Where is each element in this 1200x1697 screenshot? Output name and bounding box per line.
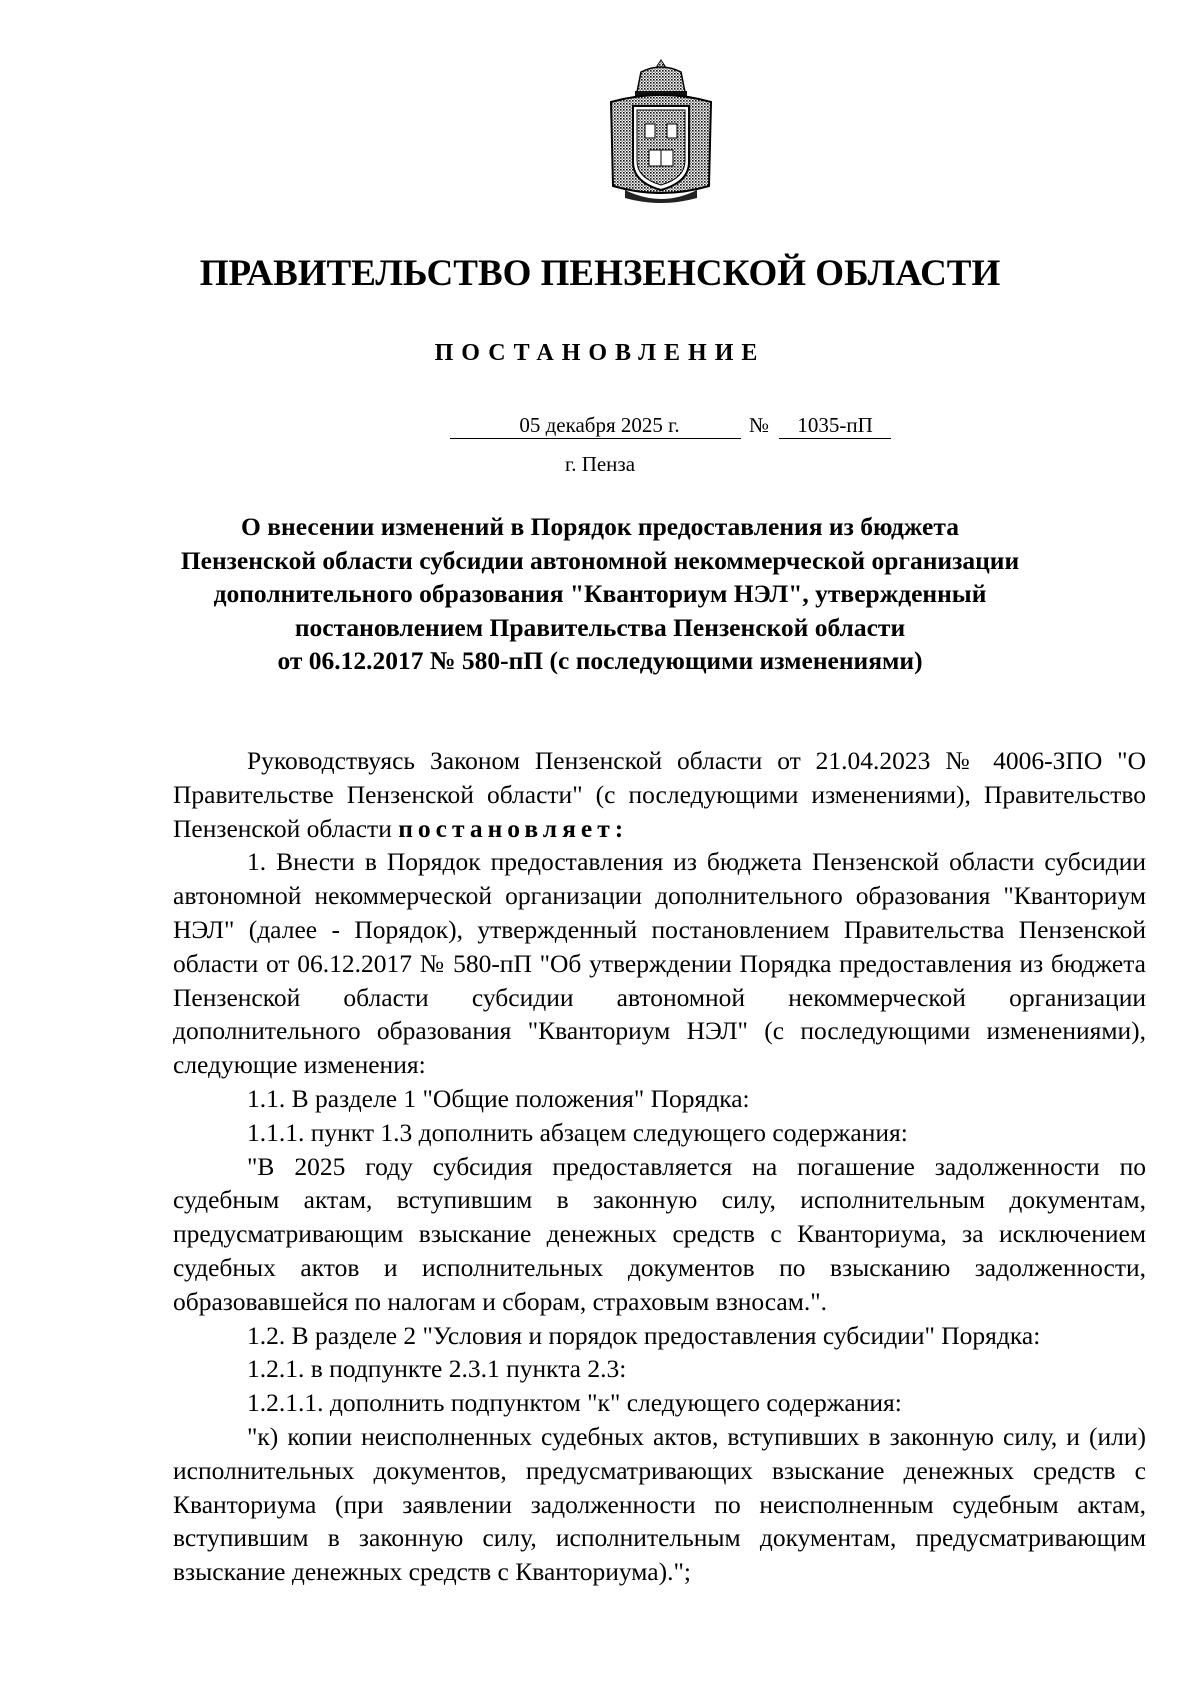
resolves-word: постановляет: <box>398 813 629 843</box>
body-paragraph: 1.1.1. пункт 1.3 дополнить абзацем следующего содержания: <box>247 1117 908 1147</box>
heading-line: постановлением Правительства Пензенской области <box>294 612 906 642</box>
document-number: 1035-пП <box>779 412 891 439</box>
body-paragraph: 1.2.1.1. дополнить подпунктом "к" следующего содержания: <box>247 1388 902 1418</box>
heading-line: О внесении изменений в Порядок предоставления из бюджета <box>241 512 959 541</box>
document-body <box>173 744 1146 1589</box>
body-paragraph: 1.2.1. в подпункте 2.3.1 пункта 2.3: <box>247 1354 627 1384</box>
body-paragraph: 1.2. В разделе 2 "Условия и порядок предоставления субсидии" Порядка: <box>247 1320 1041 1350</box>
preamble-text: Руководствуясь Законом Пензенской области от 21.04.2023 № 4006-ЗПО "О Правительстве Пензенской области" (с последующими изменениями), Правительство Пензенской области <box>173 746 1146 843</box>
coat-of-arms-icon <box>605 58 717 208</box>
number-sign: № <box>749 413 770 437</box>
city: г. Пенза <box>564 452 636 476</box>
body-paragraph: 1. Внести в Порядок предоставления из бюджета Пензенской области субсидии автономной некоммерческой организации дополнительного образования "Кванториум НЭЛ" (далее - Порядок), утвержденный постановлением Правительства Пензенской области от 06.12.2017 № 580-пП "Об утверждении Порядка предоставления из бюджета Пензенской области субсидии автономной некоммерческой организации дополнительного образования "Кванториум НЭЛ" (с последующими изменениями), следующие изменения: <box>173 847 1146 1080</box>
document-type: ПОСТАНОВЛЕНИЕ <box>434 340 766 366</box>
document-date: 05 декабря 2025 г. <box>450 412 741 439</box>
heading-line: Пензенской области субсидии автономной некоммерческой организации <box>180 545 1020 575</box>
preamble-paragraph <box>173 744 1146 845</box>
heading-line: дополнительного образования "Кванториум НЭЛ", утвержденный <box>213 579 987 608</box>
body-paragraph: "В 2025 году субсидия предоставляется на погашение задолженности по судебным актам, вступившим в законную силу, исполнительным документам, предусматривающим взыскание денежных средств с Кванториума, за исключением судебных актов и исполнительных документов по взысканию задолженности, образовавшейся по налогам и сборам, страховым взносам.". <box>173 1151 1146 1316</box>
body-paragraph: "к) копии неисполненных судебных актов, вступивших в законную силу, и (или) исполнительных документов, предусматривающих взыскание денежных средств с Кванториума (при заявлении задолженности по неисполненным судебным актам, вступившим в законную силу, исполнительным документам, предусматривающим взыскание денежных средств с Кванториума)."; <box>173 1421 1146 1587</box>
document-heading <box>150 510 1050 678</box>
date-number-line <box>450 412 891 439</box>
government-title: ПРАВИТЕЛЬСТВО ПЕНЗЕНСКОЙ ОБЛАСТИ <box>199 253 1001 294</box>
body-paragraph: 1.1. В разделе 1 "Общие положения" Порядка: <box>247 1083 750 1113</box>
heading-line: от 06.12.2017 № 580-пП (с последующими изменениями) <box>277 646 923 675</box>
